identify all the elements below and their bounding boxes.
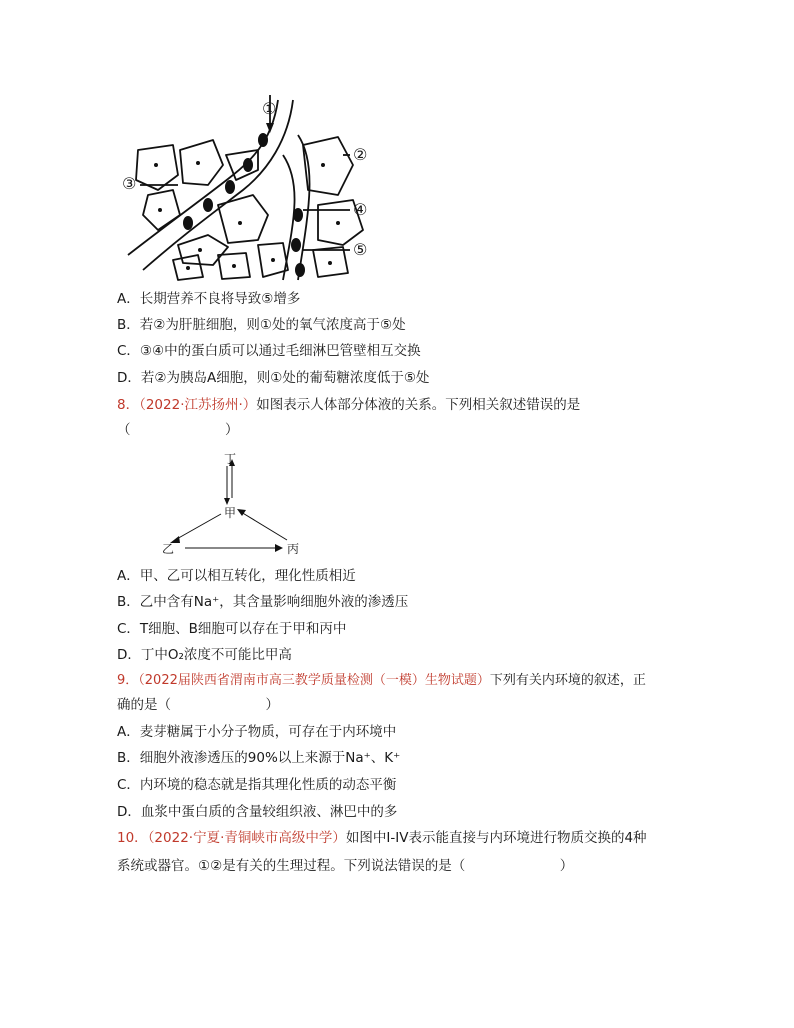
q10-source: （2022·宁夏·青铜峡市高级中学） xyxy=(147,830,346,846)
q8-option-b: B．乙中含有Na⁺，其含量影响细胞外液的渗透压 xyxy=(117,594,409,610)
q9-option-d: D．血浆中蛋白质的含量较组织液、淋巴中的多 xyxy=(117,804,398,820)
tissue-diagram xyxy=(118,95,378,285)
q9-option-a: A．麦芽糖属于小分子物质，可存在于内环境中 xyxy=(117,724,397,740)
node-jia: 甲 xyxy=(224,506,237,520)
q9-stem xyxy=(117,672,646,690)
q10-stem-line2: 系统或器官。①②是有关的生理过程。下列说法错误的是（ ） xyxy=(117,858,574,874)
q9-stem-line2: 确的是（ ） xyxy=(117,697,279,713)
q10-number: 10． xyxy=(117,830,148,846)
label-3: ③ xyxy=(122,174,137,193)
q7-option-d: D．若②为胰岛A细胞，则①处的葡萄糖浓度低于⑤处 xyxy=(117,370,430,386)
q8-number: 8． xyxy=(117,397,140,413)
q10-stem xyxy=(117,829,647,847)
q8-option-a: A．甲、乙可以相互转化，理化性质相近 xyxy=(117,568,356,584)
node-bing: 丙 xyxy=(287,542,300,556)
q10-stem-text: 如图中I-IV表示能直接与内环境进行物质交换的4种 xyxy=(345,830,647,846)
q8-stem-text: 如图表示人体部分体液的关系。下列相关叙述错误的是 xyxy=(256,397,581,413)
label-2: ② xyxy=(353,145,368,164)
q8-option-d: D．丁中O₂浓度不可能比甲高 xyxy=(117,647,292,663)
q9-option-b: B．细胞外液渗透压的90%以上来源于Na⁺、K⁺ xyxy=(117,750,401,766)
q8-source: （2022·江苏扬州·） xyxy=(139,397,257,413)
q9-option-c: C．内环境的稳态就是指其理化性质的动态平衡 xyxy=(117,777,397,793)
label-5: ⑤ xyxy=(353,240,368,259)
label-1: ① xyxy=(262,99,277,118)
q9-number: 9． xyxy=(117,673,139,688)
q7-option-b: B．若②为肝脏细胞，则①处的氧气浓度高于⑤处 xyxy=(117,317,406,333)
q8-stem xyxy=(117,396,580,414)
q8-blank: （ ） xyxy=(117,422,239,438)
label-4: ④ xyxy=(353,200,368,219)
q7-option-c: C．③④中的蛋白质可以通过毛细淋巴管壁相互交换 xyxy=(117,343,421,359)
q8-option-c: C．T细胞、B细胞可以存在于甲和丙中 xyxy=(117,621,347,637)
q7-option-a: A．长期营养不良将导致⑤增多 xyxy=(117,291,301,307)
q9-source: （2022届陕西省渭南市高三教学质量检测（一模）生物试题） xyxy=(138,673,490,688)
node-ding: 丁 xyxy=(224,452,237,466)
node-yi: 乙 xyxy=(162,542,175,556)
q9-stem-text: 下列有关内环境的叙述，正 xyxy=(489,673,646,688)
